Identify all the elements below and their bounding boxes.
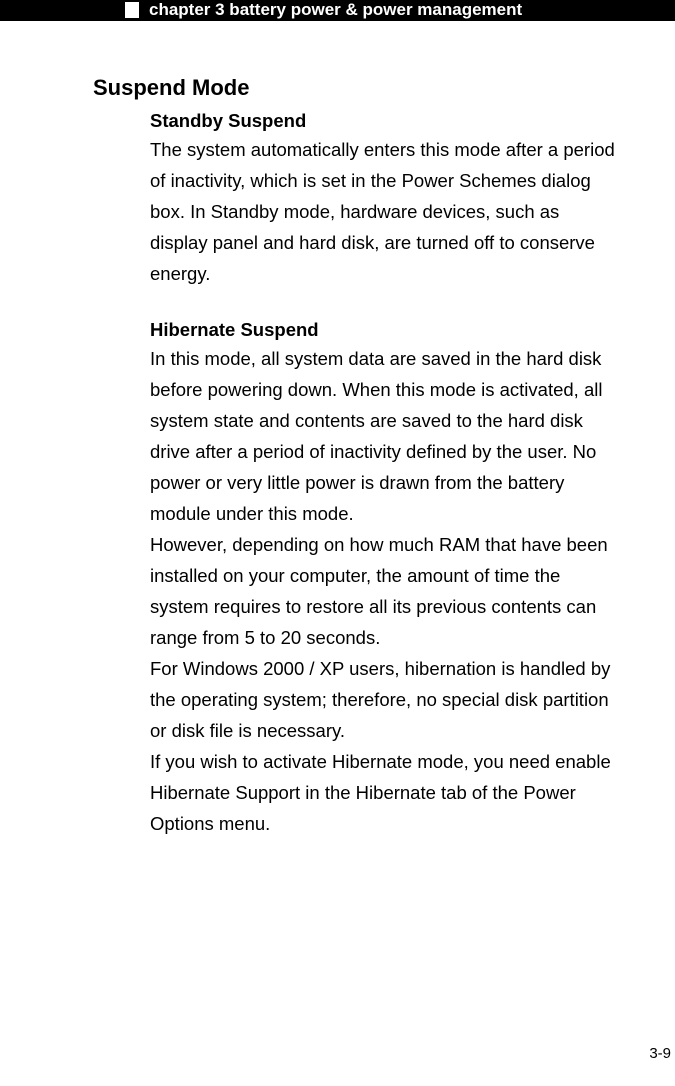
hibernate-line: before powering down. When this mode is activated, all (150, 379, 603, 400)
page-number: 3-9 (649, 1045, 671, 1062)
hibernate-line: Options menu. (150, 813, 271, 834)
standby-paragraph (150, 134, 675, 289)
hibernate-line: However, depending on how much RAM that have been (150, 534, 608, 555)
hibernate-heading: Hibernate Suspend (150, 319, 319, 340)
hibernate-line: power or very little power is drawn from the battery (150, 472, 565, 493)
hibernate-line: system state and contents are saved to the hard disk (150, 410, 583, 431)
standby-line: of inactivity, which is set in the Power Schemes dialog (150, 170, 591, 191)
standby-line: display panel and hard disk, are turned off to conserve (150, 232, 595, 253)
hibernate-line: system requires to restore all its previous contents can (150, 596, 597, 617)
hibernate-line: In this mode, all system data are saved in the hard disk (150, 348, 602, 369)
hibernate-line: the operating system; therefore, no special disk partition (150, 689, 609, 710)
hibernate-line: drive after a period of inactivity defined by the user. No (150, 441, 597, 462)
standby-line: energy. (150, 263, 211, 284)
standby-line: The system automatically enters this mode after a period (150, 139, 615, 160)
standby-heading: Standby Suspend (150, 110, 307, 131)
hibernate-line: For Windows 2000 / XP users, hibernation is handled by (150, 658, 611, 679)
hibernate-line: installed on your computer, the amount of time the (150, 565, 561, 586)
hibernate-paragraph-1 (150, 343, 675, 529)
chapter-title: chapter 3 battery power & power management (149, 0, 523, 19)
section-spacer (150, 289, 675, 317)
hibernate-paragraph-3 (150, 653, 675, 746)
hibernate-line: range from 5 to 20 seconds. (150, 627, 381, 648)
content-body (150, 108, 675, 839)
standby-line: box. In Standby mode, hardware devices, such as (150, 201, 560, 222)
hibernate-line: or disk file is necessary. (150, 720, 345, 741)
hibernate-paragraph-2 (150, 529, 675, 653)
hibernate-line: If you wish to activate Hibernate mode, you need enable (150, 751, 611, 772)
hibernate-paragraph-4 (150, 746, 675, 839)
hibernate-line: module under this mode. (150, 503, 354, 524)
hibernate-line: Hibernate Support in the Hibernate tab of the Power (150, 782, 576, 803)
section-heading: Suspend Mode (93, 75, 250, 100)
chapter-header-bar (0, 0, 675, 21)
header-square-icon (125, 2, 139, 18)
